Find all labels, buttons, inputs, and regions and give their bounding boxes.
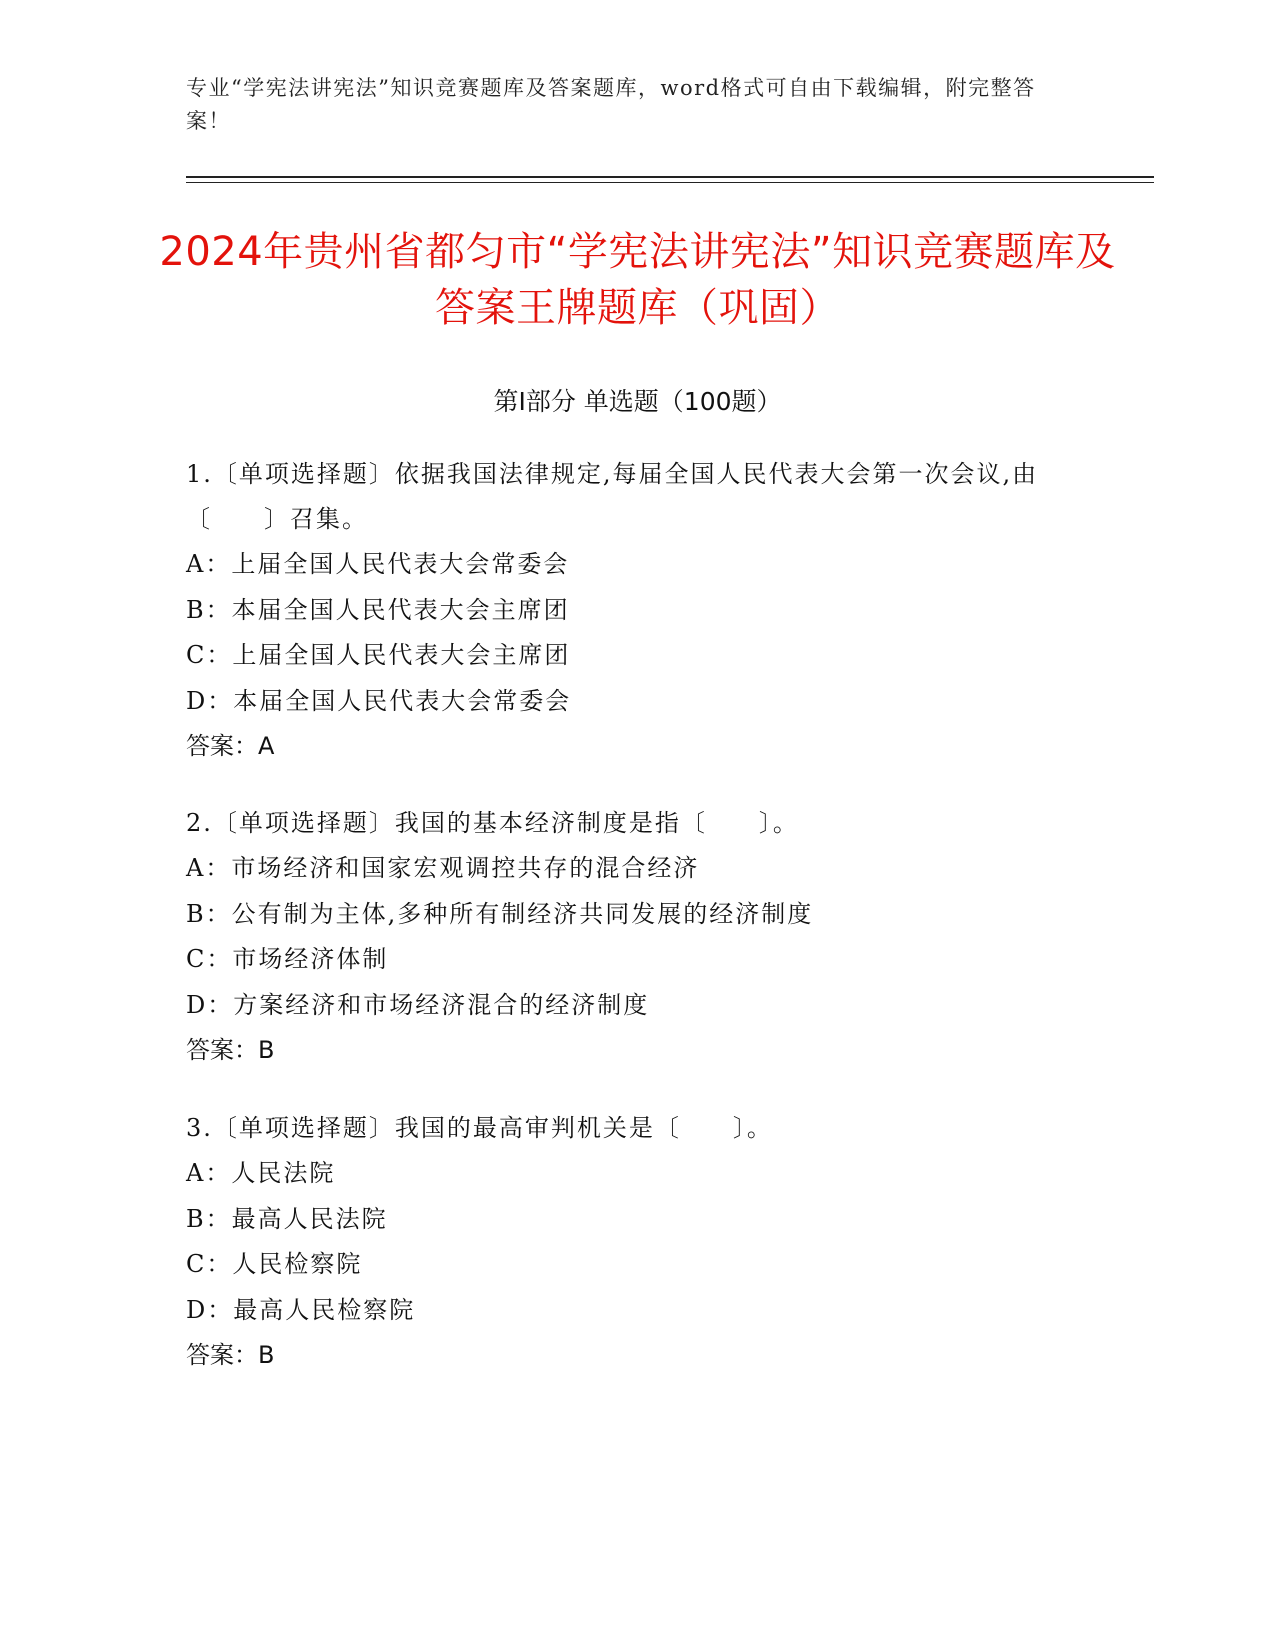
option-d: D：最高人民检察院	[186, 1295, 416, 1324]
option-d: D：方案经济和市场经济混合的经济制度	[186, 990, 650, 1019]
question-3	[186, 1106, 1086, 1378]
option-b: B：本届全国人民代表大会主席团	[186, 595, 570, 624]
answer: 答案：B	[186, 1341, 275, 1369]
section-title: 第Ⅰ部分 单选题（100题）	[493, 387, 782, 416]
option-c: C：上届全国人民代表大会主席团	[186, 641, 571, 669]
question-stem: 3.〔单项选择题〕我国的最高审判机关是〔 〕。	[186, 1114, 773, 1142]
option-c: C：市场经济体制	[186, 945, 389, 973]
question-2	[186, 801, 1086, 1073]
header-rule-thin	[186, 182, 1154, 183]
option-a: A：人民法院	[186, 1159, 336, 1187]
option-a: A：市场经济和国家宏观调控共存的混合经济	[186, 854, 700, 882]
question-stem: 2.〔单项选择题〕我国的基本经济制度是指〔 〕。	[186, 809, 799, 837]
option-d: D：本届全国人民代表大会常委会	[186, 686, 572, 715]
option-b: B：公有制为主体,多种所有制经济共同发展的经济制度	[186, 899, 814, 928]
header-note: 专业“学宪法讲宪法”知识竞赛题库及答案题库，word格式可自由下载编辑，附完整答案！	[186, 76, 1036, 133]
answer: 答案：B	[186, 1036, 275, 1064]
option-a: A：上届全国人民代表大会常委会	[186, 550, 570, 578]
option-c: C：人民检察院	[186, 1250, 363, 1278]
document-title: 2024年贵州省都匀市“学宪法讲宪法”知识竞赛题库及答案王牌题库（巩固）	[159, 229, 1116, 331]
question-stem: 1.〔单项选择题〕依据我国法律规定,每届全国人民代表大会第一次会议,由〔 〕召集。	[186, 460, 1039, 533]
header-rule-thick	[186, 176, 1154, 178]
option-b: B：最高人民法院	[186, 1204, 388, 1233]
answer: 答案：A	[186, 732, 275, 760]
question-1	[186, 452, 1086, 769]
